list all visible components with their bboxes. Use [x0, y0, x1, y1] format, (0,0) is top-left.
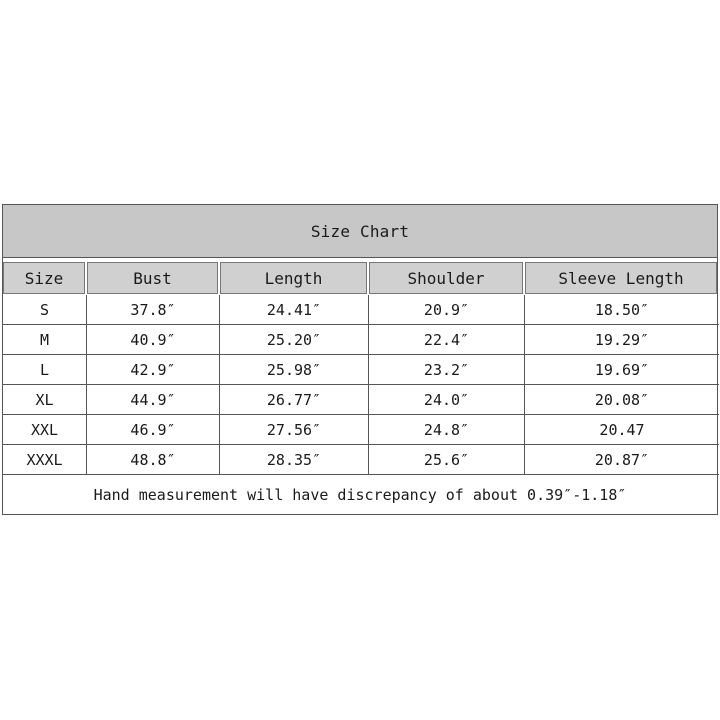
bust-cell: 48.8″ [87, 445, 220, 475]
size-cell: S [3, 295, 87, 325]
header-length: Length [220, 262, 367, 294]
table-title: Size Chart [3, 205, 717, 258]
bust-cell: 46.9″ [87, 415, 220, 445]
size-cell: XXXL [3, 445, 87, 475]
length-cell: 25.98″ [220, 355, 369, 385]
sleeve-length-cell: 19.29″ [525, 325, 719, 355]
bust-cell: 44.9″ [87, 385, 220, 415]
size-cell: XL [3, 385, 87, 415]
length-cell: 24.41″ [220, 295, 369, 325]
header-row [3, 258, 717, 295]
sleeve-length-cell: 20.08″ [525, 385, 719, 415]
table-row [3, 355, 717, 385]
shoulder-cell: 24.0″ [369, 385, 525, 415]
length-cell: 28.35″ [220, 445, 369, 475]
shoulder-cell: 20.9″ [369, 295, 525, 325]
sleeve-length-cell: 20.47 [525, 415, 719, 445]
header-sleeve-length: Sleeve Length [525, 262, 717, 294]
table-row [3, 385, 717, 415]
header-size: Size [3, 262, 85, 294]
table-row [3, 295, 717, 325]
size-cell: XXL [3, 415, 87, 445]
length-cell: 27.56″ [220, 415, 369, 445]
shoulder-cell: 24.8″ [369, 415, 525, 445]
sleeve-length-cell: 19.69″ [525, 355, 719, 385]
bust-cell: 37.8″ [87, 295, 220, 325]
table-row [3, 445, 717, 475]
sleeve-length-cell: 18.50″ [525, 295, 719, 325]
size-cell: M [3, 325, 87, 355]
sleeve-length-cell: 20.87″ [525, 445, 719, 475]
length-cell: 25.20″ [220, 325, 369, 355]
shoulder-cell: 25.6″ [369, 445, 525, 475]
bust-cell: 42.9″ [87, 355, 220, 385]
length-cell: 26.77″ [220, 385, 369, 415]
size-cell: L [3, 355, 87, 385]
measurement-note: Hand measurement will have discrepancy of about 0.39″-1.18″ [93, 486, 627, 504]
table-row [3, 325, 717, 355]
header-bust: Bust [87, 262, 218, 294]
table-row [3, 415, 717, 445]
size-chart-table [2, 204, 718, 515]
shoulder-cell: 22.4″ [369, 325, 525, 355]
bust-cell: 40.9″ [87, 325, 220, 355]
shoulder-cell: 23.2″ [369, 355, 525, 385]
header-shoulder: Shoulder [369, 262, 523, 294]
